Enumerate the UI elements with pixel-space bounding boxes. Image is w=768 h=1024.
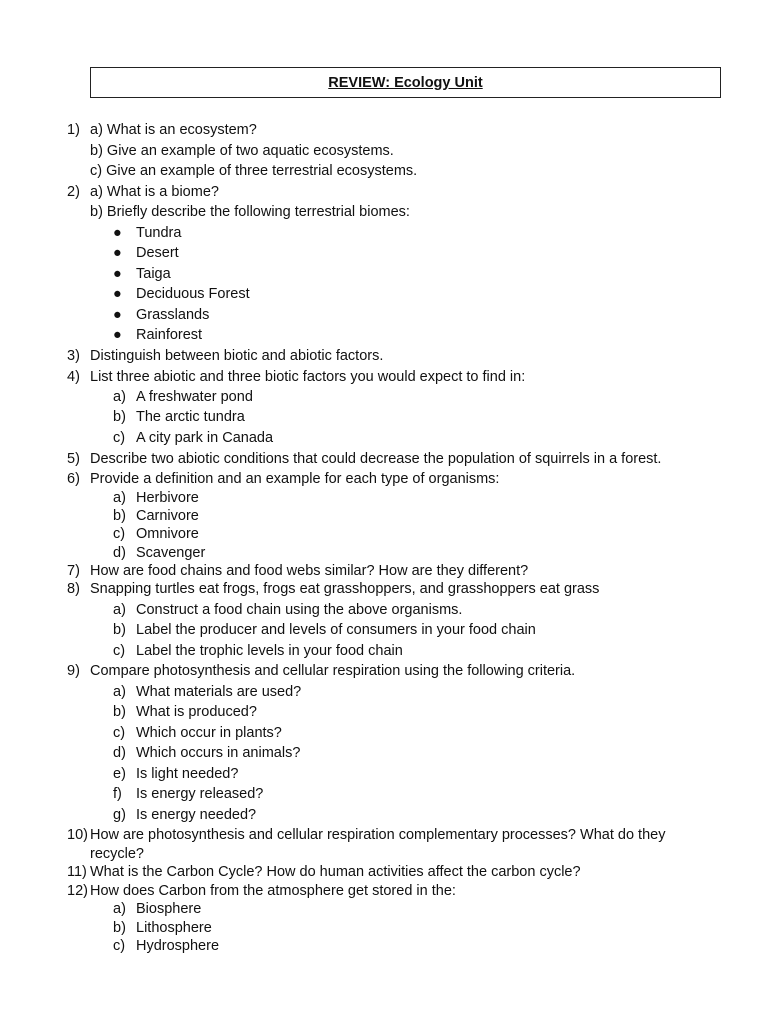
- item-letter: c): [113, 725, 126, 741]
- item-text: Carnivore: [136, 508, 199, 524]
- title-box: [90, 67, 721, 98]
- question-text: How are photosynthesis and cellular respiration complementary processes? What do they: [90, 827, 666, 843]
- question-number: 12): [67, 883, 88, 899]
- question-number: 6): [67, 471, 80, 487]
- question-text: Compare photosynthesis and cellular respiration using the following criteria.: [90, 663, 576, 679]
- question-text: a) What is a biome?: [90, 184, 219, 200]
- question-number: 8): [67, 581, 80, 597]
- item-text: Label the trophic levels in your food chain: [136, 643, 403, 659]
- biome-label: Tundra: [136, 225, 182, 241]
- item-letter: b): [113, 920, 126, 936]
- biome-label: Desert: [136, 245, 179, 261]
- item-text: The arctic tundra: [136, 409, 245, 425]
- question-text: What is the Carbon Cycle? How do human activities affect the carbon cycle?: [90, 864, 581, 880]
- item-letter: a): [113, 901, 126, 917]
- bullet-icon: ●: [113, 225, 122, 241]
- item-text: A city park in Canada: [136, 430, 274, 446]
- item-text: What is produced?: [136, 704, 257, 720]
- item-text: Label the producer and levels of consumers in your food chain: [136, 622, 536, 638]
- question-text: c) Give an example of three terrestrial ecosystems.: [90, 163, 418, 179]
- bullet-icon: ●: [113, 307, 122, 323]
- item-text: A freshwater pond: [136, 389, 253, 405]
- item-letter: a): [113, 389, 126, 405]
- biome-label: Grasslands: [136, 307, 210, 323]
- item-letter: d): [113, 745, 126, 761]
- bullet-icon: ●: [113, 245, 122, 261]
- item-text: Which occur in plants?: [136, 725, 282, 741]
- question-text: List three abiotic and three biotic factors you would expect to find in:: [90, 369, 526, 385]
- item-letter: a): [113, 602, 126, 618]
- question-number: 4): [67, 369, 80, 385]
- question-text: Provide a definition and an example for each type of organisms:: [90, 471, 500, 487]
- bullet-icon: ●: [113, 286, 122, 302]
- question-text: Snapping turtles eat frogs, frogs eat grasshoppers, and grasshoppers eat grass: [90, 581, 600, 597]
- item-letter: g): [113, 807, 126, 823]
- biome-label: Rainforest: [136, 327, 203, 343]
- question-text: Describe two abiotic conditions that could decrease the population of squirrels in a forest.: [90, 451, 662, 467]
- question-text: How are food chains and food webs similar? How are they different?: [90, 563, 529, 579]
- question-text: a) What is an ecosystem?: [90, 122, 257, 138]
- item-letter: f): [113, 786, 122, 802]
- bullet-icon: ●: [113, 327, 122, 343]
- question-number: 11): [67, 864, 87, 880]
- item-text: Is energy released?: [136, 786, 264, 802]
- item-letter: e): [113, 766, 126, 782]
- question-number: 9): [67, 663, 80, 679]
- item-text: Construct a food chain using the above organisms.: [136, 602, 463, 618]
- question-text: How does Carbon from the atmosphere get stored in the:: [90, 883, 456, 899]
- item-text: Is energy needed?: [136, 807, 257, 823]
- item-text: Lithosphere: [136, 920, 212, 936]
- item-letter: a): [113, 490, 126, 506]
- item-text: Biosphere: [136, 901, 202, 917]
- question-text: Distinguish between biotic and abiotic factors.: [90, 348, 384, 364]
- item-letter: c): [113, 643, 126, 659]
- question-number: 5): [67, 451, 80, 467]
- question-text: recycle?: [90, 846, 144, 862]
- item-letter: a): [113, 684, 126, 700]
- item-text: Herbivore: [136, 490, 199, 506]
- question-text: b) Briefly describe the following terrestrial biomes:: [90, 204, 410, 220]
- item-text: Is light needed?: [136, 766, 239, 782]
- biome-label: Deciduous Forest: [136, 286, 250, 302]
- item-letter: d): [113, 545, 126, 561]
- item-letter: b): [113, 409, 126, 425]
- item-letter: c): [113, 430, 126, 446]
- question-number: 3): [67, 348, 80, 364]
- item-text: Hydrosphere: [136, 938, 220, 954]
- item-text: Scavenger: [136, 545, 206, 561]
- question-number: 1): [67, 122, 80, 138]
- question-number: 10): [67, 827, 88, 843]
- item-letter: c): [113, 526, 126, 542]
- question-number: 7): [67, 563, 80, 579]
- question-text: b) Give an example of two aquatic ecosystems.: [90, 143, 394, 159]
- item-letter: b): [113, 508, 126, 524]
- item-letter: b): [113, 704, 126, 720]
- item-text: Omnivore: [136, 526, 199, 542]
- item-letter: b): [113, 622, 126, 638]
- item-text: What materials are used?: [136, 684, 302, 700]
- item-text: Which occurs in animals?: [136, 745, 301, 761]
- page-title: REVIEW: Ecology Unit: [328, 75, 483, 91]
- bullet-icon: ●: [113, 266, 122, 282]
- item-letter: c): [113, 938, 126, 954]
- question-number: 2): [67, 184, 80, 200]
- biome-label: Taiga: [136, 266, 171, 282]
